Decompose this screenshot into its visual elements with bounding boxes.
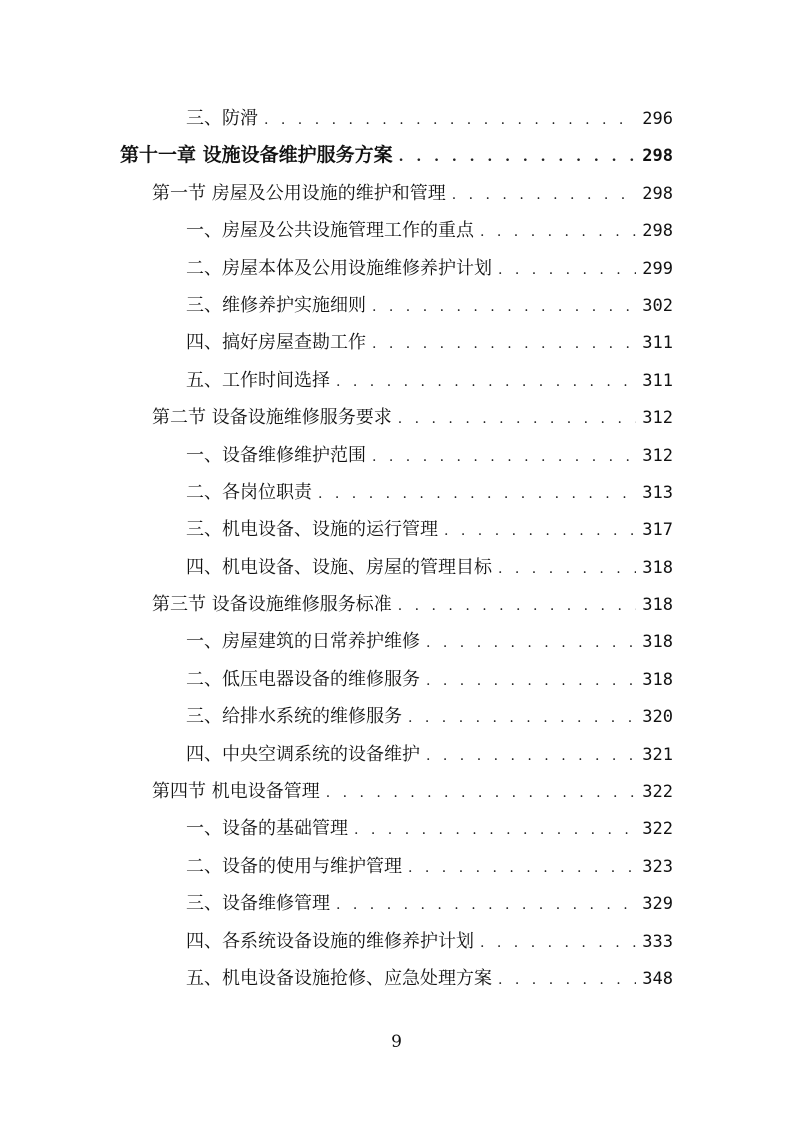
toc-leader-dots (398, 401, 637, 438)
toc-entry-title: 第十一章 设施设备维护服务方案 (120, 144, 393, 167)
toc-leader-dots (498, 962, 636, 999)
toc-entry[interactable] (0, 623, 793, 660)
toc-entry-page: 302 (642, 295, 673, 316)
toc-entry-page: 312 (642, 445, 673, 466)
toc-entry-page: 317 (642, 520, 673, 541)
toc-entry-page: 312 (642, 408, 673, 429)
toc-entry[interactable] (0, 100, 793, 137)
toc-entry[interactable] (0, 437, 793, 474)
toc-section-entry[interactable] (0, 399, 793, 436)
toc-entry-page: 298 (642, 183, 673, 204)
toc-section-entry[interactable] (0, 175, 793, 212)
toc-entry-page: 298 (642, 221, 673, 242)
toc-entry[interactable] (0, 511, 793, 548)
toc-leader-dots (426, 625, 636, 662)
toc-leader-dots (354, 812, 636, 849)
toc-entry-title: 第三节 设备设施维修服务标准 (152, 594, 392, 616)
toc-entry-title: 一、房屋建筑的日常养护维修 (186, 631, 420, 653)
toc-entry[interactable] (0, 698, 793, 735)
toc-entry-page: 298 (642, 146, 673, 167)
toc-entry[interactable] (0, 848, 793, 885)
toc-leader-dots (372, 326, 636, 363)
toc-leader-dots (372, 439, 636, 476)
toc-entry[interactable] (0, 287, 793, 324)
toc-entry-title: 一、设备的基础管理 (186, 818, 348, 840)
toc-entry-page: 318 (642, 557, 673, 578)
toc-leader-dots (326, 775, 637, 812)
toc-entry-page: 321 (642, 744, 673, 765)
toc-entry-page: 333 (642, 931, 673, 952)
toc-entry-title: 第二节 设备设施维修服务要求 (152, 407, 392, 429)
toc-entry-page: 311 (642, 370, 673, 391)
toc-section-entry[interactable] (0, 773, 793, 810)
toc-entry-page: 318 (642, 632, 673, 653)
toc-leader-dots (444, 513, 636, 550)
toc-leader-dots (399, 139, 637, 176)
toc-entry[interactable] (0, 362, 793, 399)
toc-entry[interactable] (0, 885, 793, 922)
toc-entry-title: 四、机电设备、设施、房屋的管理目标 (186, 556, 492, 578)
toc-entry-title: 四、各系统设备设施的维修养护计划 (186, 930, 474, 952)
toc-leader-dots (264, 102, 636, 139)
toc-entry-title: 第一节 房屋及公用设施的维护和管理 (152, 182, 446, 204)
toc-entry-page: 299 (642, 258, 673, 279)
toc-entry-title: 三、维修养护实施细则 (186, 294, 366, 316)
toc-entry-page: 313 (642, 482, 673, 503)
toc-entry-page: 322 (642, 782, 673, 803)
toc-entry-page: 318 (642, 595, 673, 616)
toc-entry-page: 322 (642, 819, 673, 840)
toc-entry-title: 五、机电设备设施抢修、应急处理方案 (186, 967, 492, 989)
toc-entry[interactable] (0, 474, 793, 511)
toc-entry-title: 二、设备的使用与维护管理 (186, 855, 402, 877)
toc-chapter-entry[interactable] (0, 137, 793, 174)
toc-leader-dots (398, 588, 637, 625)
toc-leader-dots (426, 738, 636, 775)
toc-leader-dots (452, 177, 637, 214)
toc-entry-page: 318 (642, 669, 673, 690)
toc-leader-dots (372, 289, 636, 326)
toc-entry[interactable] (0, 250, 793, 287)
toc-entry-title: 四、搞好房屋查勘工作 (186, 332, 366, 354)
toc-leader-dots (480, 214, 636, 251)
toc-entry-title: 三、给排水系统的维修服务 (186, 706, 402, 728)
toc-entry-page: 320 (642, 707, 673, 728)
toc-leader-dots (336, 887, 636, 924)
toc-entry-title: 三、设备维修管理 (186, 893, 330, 915)
toc-entry[interactable] (0, 549, 793, 586)
toc-entry[interactable] (0, 212, 793, 249)
toc-entry[interactable] (0, 923, 793, 960)
toc-leader-dots (408, 850, 636, 887)
toc-entry-title: 第四节 机电设备管理 (152, 781, 320, 803)
toc-leader-dots (498, 252, 636, 289)
toc-entry-page: 348 (642, 968, 673, 989)
toc-entry-title: 二、房屋本体及公用设施维修养护计划 (186, 257, 492, 279)
toc-leader-dots (498, 551, 636, 588)
toc-leader-dots (336, 364, 636, 401)
toc-leader-dots (408, 700, 636, 737)
toc-entry-title: 三、防滑 (186, 108, 258, 129)
toc-leader-dots (318, 476, 636, 513)
table-of-contents (0, 100, 793, 997)
toc-entry[interactable] (0, 810, 793, 847)
toc-leader-dots (426, 663, 636, 700)
toc-entry-title: 一、房屋及公共设施管理工作的重点 (186, 220, 474, 242)
toc-section-entry[interactable] (0, 586, 793, 623)
toc-entry[interactable] (0, 960, 793, 997)
toc-entry[interactable] (0, 324, 793, 361)
toc-entry-title: 三、机电设备、设施的运行管理 (186, 519, 438, 541)
toc-entry-title: 四、中央空调系统的设备维护 (186, 743, 420, 765)
toc-entry-title: 二、低压电器设备的维修服务 (186, 668, 420, 690)
toc-leader-dots (480, 925, 636, 962)
toc-entry[interactable] (0, 661, 793, 698)
toc-entry-title: 五、工作时间选择 (186, 369, 330, 391)
toc-entry-page: 296 (642, 109, 673, 129)
toc-entry-title: 二、各岗位职责 (186, 481, 312, 503)
toc-entry-page: 311 (642, 333, 673, 354)
toc-entry[interactable] (0, 736, 793, 773)
toc-entry-page: 323 (642, 856, 673, 877)
toc-entry-page: 329 (642, 894, 673, 915)
toc-entry-title: 一、设备维修维护范围 (186, 444, 366, 466)
page-number: 9 (391, 1032, 402, 1052)
